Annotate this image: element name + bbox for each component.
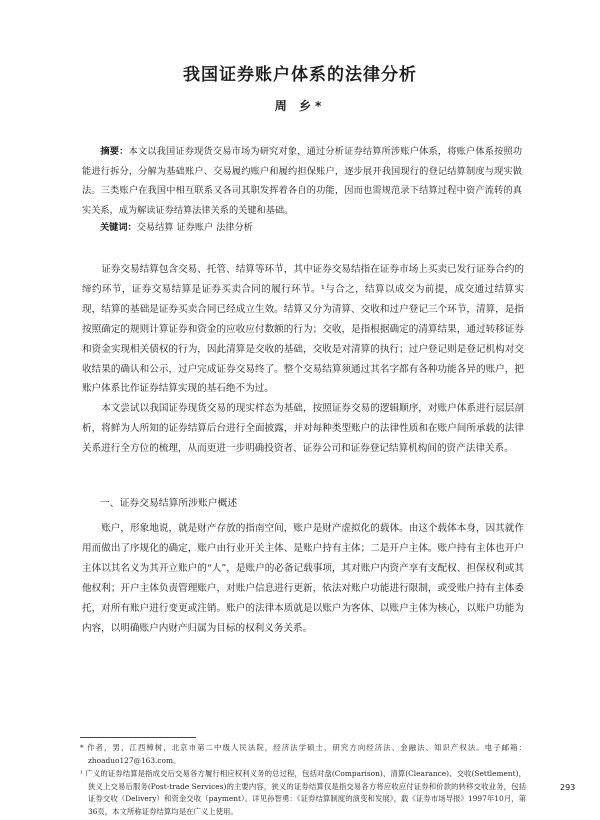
body-paragraph: 本文尝试以我国证券现货交易的现实样态为基础，按照证券交易的逻辑顺序，对账户体系进行层层剖析，将鲜为人所知的证券结算后台进行全面披露，并对每种类型账户的法律性质和在账户间所承载的法律关系进行全方位的梳理，从而更进一步明确投资者、证券公司和证券登记结算机构间的资产法律关系。 — [82, 403, 524, 455]
keywords-label: 关键词： — [100, 222, 137, 233]
keywords-text: 交易结算 证券账户 法律分析 — [136, 222, 253, 233]
body-paragraph: 证券交易结算包含交易、托管、结算等环节，其中证券交易结指在证券市场上买卖已发行证券合约的缔约环节，证券交易结算是证券买卖合同的履行环节。¹与合之，结算以成交为前提，成交通过结算实现，结算的基础是证券买卖合同已经成立生效。结算又分为清算、交收和过户登记三个环节，清算，是指按照确定的规则计算证券和资金的应收应付数额的行为；交收，是指根据确定的清算结果，通过转移证券和资金实现相关债权的行为，因此清算是交收的基础，交收是对清算的执行；过户登记则是登记机构对交收结果的确认和公示，过户完成证券交易终了。整个交易结算须通过其名字都有各种功能各异的账户，把账户体系比作证券结算实现的基石绝不为过。 — [82, 264, 524, 395]
page-number: 293 — [560, 783, 576, 792]
footnote: ¹ 广义的证券结算是指成交后交易各方履行相应权利义务的总过程，包括对盘(Comparison)、清算(Clearance)、交收(Settlement)，狭义上交易后服务(Post-trade Services)的主要内容，狭义的证券结算仅是指交易各方将应收应付证券和价款的转移交收业务，包括证券交收（Delivery）和资金交收（payment）。详见孙智勇：《证券结算制度的演变和发展》，载《证券市场导报》1997年10月，第36页，本文所称证券结算均是在广义上使用。 — [80, 769, 526, 816]
abstract — [82, 142, 522, 220]
paper-title: 我国证券账户体系的法律分析 — [183, 65, 417, 85]
introduction-body — [82, 260, 524, 459]
abstract-text: 本文以我国证券现货交易市场为研究对象，通过分析证券结算所涉账户体系，将账户体系按照功能进行拆分，分解为基础账户、交易履约账户和履约担保账户，逐步展开我国现行的登记结算制度与现实做法。三类账户在我国中相互联系又各司其职发挥着各自的功能，因而也需规范录下结算过程中资产流转的真实关系，成为解读证券结算法律关系的关键和基础。 — [82, 146, 523, 216]
abstract-label: 摘要： — [100, 146, 129, 157]
footnotes — [80, 742, 526, 820]
section-paragraph: 账户，形象地说，就是财产存放的指南空间，账户是财产虚拟化的载体。由这个载体本身，因其就作用而做出了序规化的确定，账户由行业开关主体、是账户持有主体；二是开户主体。账户持有主体也开户主体以其名义为其开立账户的“人”，是账户的必备记载事项，其对账户内资产享有支配权、担保权利或其他权利；开户主体负责管理账户，对账户信息进行更新，依法对账户功能进行限制，或受账户持有主体委托，对所有账户进行变更或注销。账户的法律本质就是以账户为客体、以账户主体为核心，以账户功能为内容，以明确账户内财产归属为目标的权利义务关系。 — [82, 523, 524, 634]
section-heading: 一、证券交易结算所涉账户概述 — [100, 498, 238, 509]
keywords — [100, 220, 520, 236]
author-name: 周 乡* — [274, 99, 326, 113]
footnote-divider — [80, 737, 196, 738]
footnote: * 作者，男，江西樟树，北京市第二中级人民法院，经济法学硕士，研究方向经济法、金融法、知识产权法。电子邮箱：zhoaduo127@163.com。 — [80, 743, 526, 765]
